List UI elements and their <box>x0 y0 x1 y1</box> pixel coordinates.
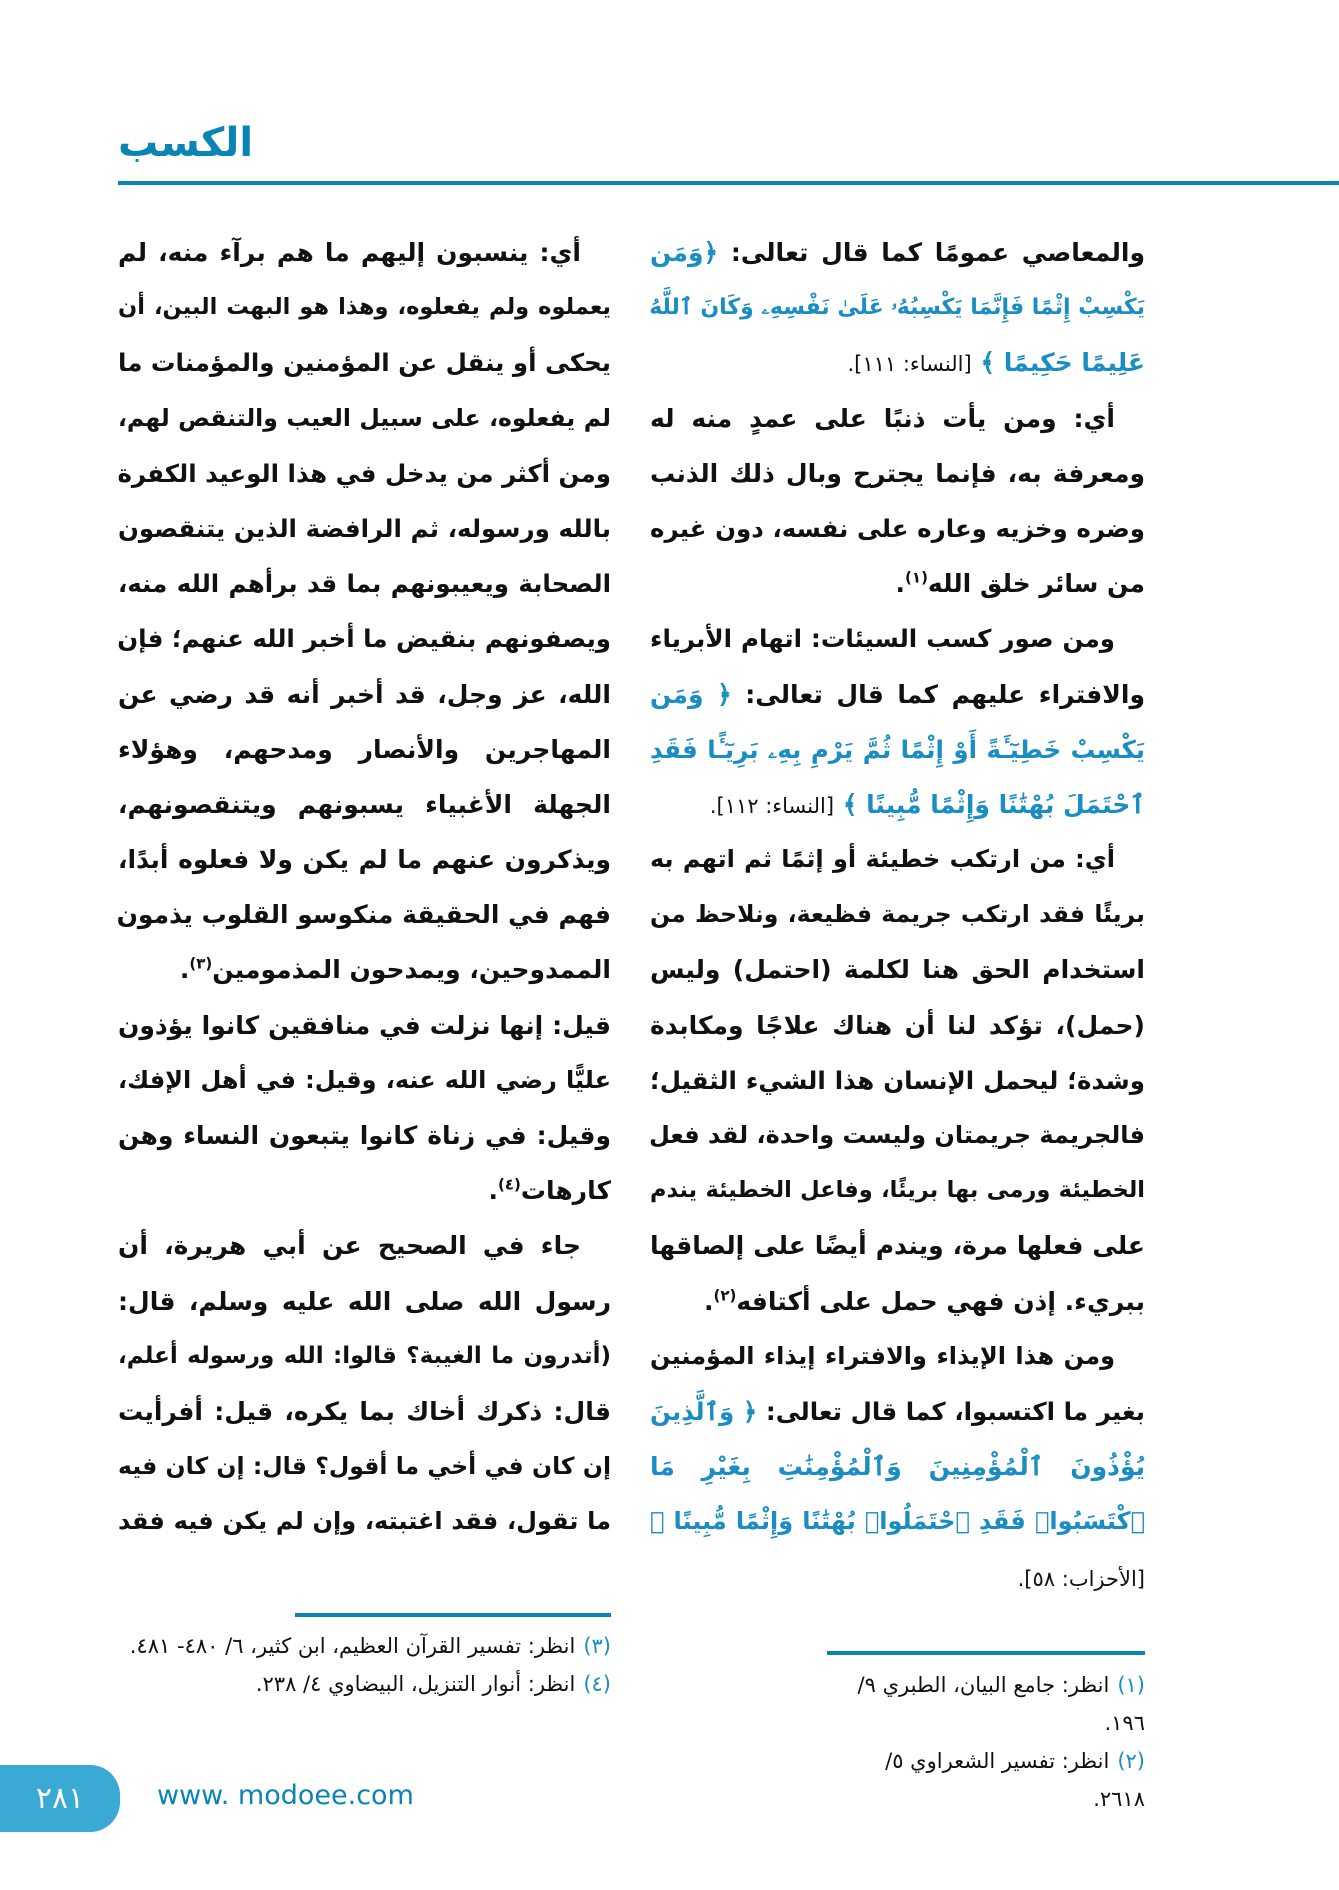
text-line <box>650 1439 1145 1494</box>
quran-verse: ٱحْتَمَلَ بُهْتَٰنًا وَإِثْمًا مُّبِينًا ﴾ <box>834 789 1145 819</box>
text-line <box>650 611 1145 666</box>
verse-reference: [الأحزاب: ٥٨]. <box>1017 1566 1145 1591</box>
footnote-rule-left <box>295 1613 611 1617</box>
text-span: فالجريمة جريمتان وليست واحدة، لقد فعل <box>649 1121 1145 1149</box>
text-span: الخطيئة ورمى بها بريئًا، وفاعل الخطيئة يندم <box>650 1177 1145 1204</box>
text-line <box>650 722 1145 777</box>
text-span: ومن هذا الإيذاء والافتراء إيذاء المؤمنين <box>650 1341 1115 1370</box>
footnote-marker[interactable]: (٣) <box>189 955 213 974</box>
quran-verse: يَكْسِبْ خَطِيٓـَٔةً أَوْ إِثْمًا ثُمَّ يَرْمِ بِهِۦ بَرِيٓـًٔا فَقَدِ <box>650 734 1145 764</box>
text-line <box>650 832 1145 887</box>
quran-verse: يَكْسِبْ إِثْمًا فَإِنَّمَا يَكْسِبُهُۥ عَلَىٰ نَفْسِهِۦ وَكَانَ ٱللَّهُ <box>649 295 1145 321</box>
footnote-marker[interactable]: (٢) <box>713 1286 737 1305</box>
text-span: وشدة؛ ليحمل الإنسان هذا الشيء الثقيل؛ <box>650 1065 1145 1095</box>
text-span: وضره وخزيه وعاره على نفسه، دون غيره <box>650 513 1145 543</box>
verse-reference: [النساء: ١١١]. <box>847 352 972 377</box>
text-line <box>650 1053 1145 1108</box>
text-line <box>118 1439 611 1494</box>
text-line <box>118 556 611 611</box>
text-line <box>118 1108 611 1163</box>
text-line <box>118 1274 611 1329</box>
quran-verse: ٱكْتَسَبُوا۟ فَقَدِ ٱحْتَمَلُوا۟ بُهْتَٰنًا وَإِثْمًا مُّبِينًا ﴾ <box>650 1507 1145 1536</box>
text-line <box>650 335 1145 390</box>
text-span: بالله ورسوله، ثم الرافضة الذين يتنقصون <box>118 513 611 543</box>
text-line <box>650 1494 1145 1549</box>
text-line <box>650 1218 1145 1273</box>
header-rule <box>118 181 1339 185</box>
text-line <box>118 887 611 942</box>
text-span: الجهلة الأغبياء يسبونهم ويتنقصونهم، <box>118 789 611 819</box>
text-line <box>118 1053 611 1108</box>
text-line <box>118 722 611 777</box>
text-span: . <box>179 955 190 985</box>
text-span: فهم في الحقيقة منكوسو القلوب يذمون <box>116 900 611 930</box>
footnotes-left <box>118 1627 611 1703</box>
text-line <box>650 887 1145 942</box>
text-line <box>650 1384 1145 1439</box>
text-line <box>650 1329 1145 1384</box>
text-span: ويصفونهم بنقيض ما أخبر الله عنهم؛ فإن <box>117 624 611 654</box>
text-line <box>118 280 611 335</box>
quran-verse: عَلِيمًا حَكِيمًا ﴾ <box>971 348 1145 378</box>
text-span: بغير ما اكتسبوا، كما قال تعالى: <box>757 1396 1145 1426</box>
quran-verse: ﴿ وَٱلَّذِينَ <box>650 1396 758 1426</box>
text-span: عليًّا رضي الله عنه، وقيل: في أهل الإفك، <box>118 1065 611 1094</box>
text-span: . <box>895 569 906 599</box>
text-line <box>650 1108 1145 1163</box>
text-span: الله، عز وجل، قد أخبر أنه قد رضي عن <box>118 679 611 709</box>
text-span: قال: ذكرك أخاك بما يكره، قيل: أفرأيت <box>118 1396 611 1426</box>
text-line <box>118 225 611 280</box>
text-span: بريئًا فقد ارتكب جريمة فظيعة، ونلاحظ من <box>650 900 1145 929</box>
text-line <box>118 391 611 446</box>
text-line <box>650 667 1145 722</box>
text-span: ويذكرون عنهم ما لم يكن ولا فعلوه أبدًا، <box>118 845 611 875</box>
text-span: من سائر خلق الله <box>927 569 1145 599</box>
text-span: والافتراء عليهم كما قال تعالى: <box>731 679 1146 709</box>
text-line <box>650 446 1145 501</box>
page-number: ٢٨١ <box>0 1765 120 1832</box>
text-line <box>118 998 611 1053</box>
text-span: والمعاصي عمومًا كما قال تعالى: <box>718 238 1145 267</box>
quran-verse: يُؤْذُونَ ٱلْمُؤْمِنِينَ وَٱلْمُؤْمِنَٰتِ بِغَيْرِ مَا <box>650 1452 1145 1482</box>
footnote-1: (١)انظر: جامع البيان، الطبري ٩/ ١٩٦. <box>857 1673 1145 1735</box>
text-span: . <box>703 1286 714 1316</box>
text-line <box>118 777 611 832</box>
text-span: رسول الله صلى الله عليه وسلم، قال: <box>118 1286 611 1316</box>
text-line <box>650 280 1145 335</box>
text-line <box>118 446 611 501</box>
footnote-4: (٤)انظر: أنوار التنزيل، البيضاوي ٤/ ٢٣٨. <box>255 1672 611 1696</box>
text-span: . <box>488 1176 498 1206</box>
text-line <box>650 225 1145 280</box>
text-span: الممدوحين، ويمدحون المذمومين <box>212 955 611 985</box>
text-line <box>650 1550 1145 1605</box>
text-line <box>118 1329 611 1384</box>
quran-verse: ﴿ وَمَن <box>650 679 732 709</box>
text-span: جاء في الصحيح عن أبي هريرة، أن <box>118 1231 581 1261</box>
text-span: (أتدرون ما الغيبة؟ قالوا: الله ورسوله أعلم، <box>118 1342 611 1369</box>
text-span: أي: ينسبون إليهم ما هم برآء منه، لم <box>118 238 581 267</box>
footnote-2: (٢)انظر: تفسير الشعراوي ٥/ ٢٦١٨. <box>885 1749 1145 1811</box>
text-line <box>118 942 611 997</box>
footnote-rule-right <box>827 1651 1145 1655</box>
text-span: المهاجرين والأنصار ومدحهم، وهؤلاء <box>118 734 611 764</box>
text-line <box>118 1494 611 1549</box>
text-span: (حمل)، تؤكد لنا أن هناك علاجًا ومكابدة <box>650 1010 1145 1040</box>
text-span: كارهات <box>520 1176 611 1206</box>
chapter-title: الكسب <box>118 120 254 166</box>
text-line <box>118 1384 611 1439</box>
text-span: يحكى أو ينقل عن المؤمنين والمؤمنات ما <box>118 348 611 378</box>
text-span: الصحابة ويعيبونهم بما قد برأهم الله منه، <box>118 569 611 599</box>
footnote-3: (٣)انظر: تفسير القرآن العظيم، ابن كثير، ٦/ ٤٨٠- ٤٨١. <box>129 1634 611 1658</box>
text-line <box>650 391 1145 446</box>
text-line <box>650 942 1145 997</box>
footnote-marker[interactable]: (٤) <box>497 1175 521 1194</box>
text-line <box>650 1163 1145 1218</box>
text-line <box>118 335 611 390</box>
text-line <box>118 832 611 887</box>
text-span: وقيل: في زناة كانوا يتبعون النساء وهن <box>118 1121 611 1150</box>
text-line <box>650 1274 1145 1329</box>
text-span: ببريء. إذن فهي حمل على أكتافه <box>736 1286 1145 1316</box>
verse-reference: [النساء: ١١٢]. <box>709 793 835 818</box>
text-line <box>650 556 1145 611</box>
text-line <box>118 611 611 666</box>
text-span: أي: ومن يأت ذنبًا على عمدٍ منه له <box>650 403 1115 433</box>
text-span: يعملوه ولم يفعلوه، وهذا هو البهت البين، أن <box>118 294 611 321</box>
text-line <box>118 1218 611 1273</box>
text-span: استخدام الحق هنا لكلمة (احتمل) وليس <box>650 955 1145 985</box>
footnote-marker[interactable]: (١) <box>905 568 928 587</box>
right-column <box>650 225 1145 1605</box>
text-span: ومن صور كسب السيئات: اتهام الأبرياء <box>650 624 1115 654</box>
text-line <box>650 998 1145 1053</box>
text-span: ومعرفة به، فإنما يجترح وبال ذلك الذنب <box>650 458 1145 488</box>
quran-verse: ﴿وَمَن <box>650 238 719 267</box>
text-line <box>118 501 611 556</box>
text-span: أي: من ارتكب خطيئة أو إثمًا ثم اتهم به <box>650 845 1115 874</box>
text-span: ومن أكثر من يدخل في هذا الوعيد الكفرة <box>117 458 611 488</box>
text-span: إن كان في أخي ما أقول؟ قال: إن كان فيه <box>118 1452 611 1481</box>
text-span: ما تقول، فقد اغتبته، وإن لم يكن فيه فقد <box>118 1507 611 1536</box>
text-line <box>650 777 1145 832</box>
footnotes-right <box>827 1666 1145 1818</box>
text-line <box>118 667 611 722</box>
text-span: لم يفعلوه، على سبيل العيب والتنقص لهم، <box>118 403 611 432</box>
text-line <box>118 1163 611 1218</box>
text-line <box>650 501 1145 556</box>
text-span: على فعلها مرة، ويندم أيضًا على إلصاقها <box>650 1231 1145 1261</box>
text-span: قيل: إنها نزلت في منافقين كانوا يؤذون <box>118 1010 611 1040</box>
website-link[interactable]: www. modoee.com <box>157 1780 414 1811</box>
left-column <box>118 225 611 1550</box>
